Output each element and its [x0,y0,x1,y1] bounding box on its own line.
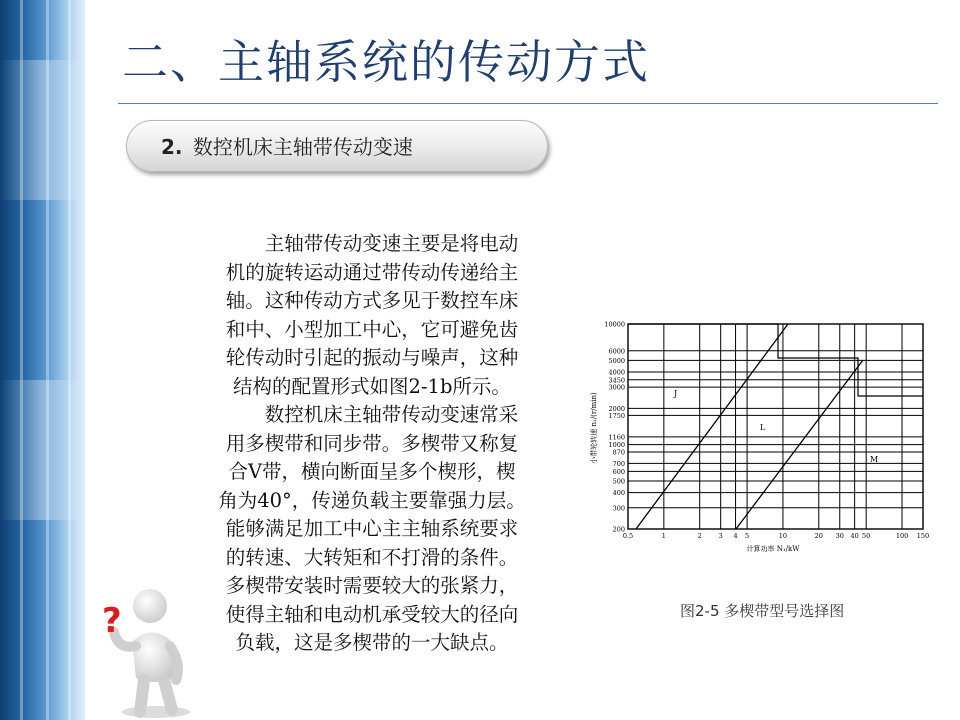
y-tick-label: 1750 [608,411,625,420]
y-tick-label: 6000 [608,347,625,356]
sidebar-highlight [0,60,85,200]
sidebar-stripe [20,0,23,720]
selection-lines [636,324,863,529]
y-axis-label: 小带轮转速 n₁/(r/min) [590,392,598,464]
body-text [176,230,568,658]
x-tick-label: 1 [661,532,666,540]
y-tick-label: 300 [612,504,625,513]
x-tick-label: 20 [814,532,823,540]
x-tick-label: 5 [745,532,750,540]
y-tick-label: 870 [612,448,625,457]
paragraph-line: 和中、小型加工中心，它可避免齿 [225,317,519,341]
x-tick-label: 2 [697,532,702,540]
figure-caption: 图2-5 多楔带型号选择图 [680,602,845,620]
sidebar-stripe [46,0,49,720]
y-tick-label: 700 [612,459,625,468]
x-axis-label: 计算功率 N₁/kW [746,545,800,553]
belt-selection-chart [588,318,932,558]
paragraph-line: 使得主轴和电动机承受较大的径向 [225,602,519,626]
paragraph-line: 数控机床主轴带传动变速常采 [225,403,519,426]
region-label-J: J [674,389,678,398]
y-tick-label: 1000 [608,441,625,450]
paragraph-line: 负载，这是多楔带的一大缺点。 [235,631,509,654]
paragraph-line: 主轴带传动变速主要是将电动 [225,232,519,255]
y-tick-label: 3450 [608,376,625,385]
y-tick-label: 2000 [608,404,625,413]
paragraph-line: 用多楔带和同步带。多楔带又称复 [225,431,519,455]
y-tick-label: 500 [612,477,625,486]
x-tick-label: 100 [895,532,909,540]
title-divider [118,103,938,104]
question-figure-illustration [96,580,216,720]
x-tick-label: 10 [778,532,788,540]
x-tick-label: 50 [862,532,871,540]
paragraph-line: 能够满足加工中心主主轴系统要求 [225,517,519,540]
paragraph-line: 多楔带安装时需要较大的张紧力， [225,574,519,597]
chart-frame [628,324,923,529]
y-tick-labels [604,321,625,534]
sidebar-decoration [0,0,85,720]
paragraph-line: 合V带，横向断面呈多个楔形，楔 [228,460,516,483]
x-tick-labels [623,532,929,540]
horizontal-grid [628,324,923,529]
paragraph-line: 轮传动时引起的振动与噪声，这种 [225,346,519,369]
paragraph-line: 机的旋转运动通过带传动传递给主 [225,260,519,284]
vertical-grid [628,324,923,529]
figure-head [133,589,167,623]
y-tick-label: 600 [612,467,625,476]
paragraph-line: 的转速、大转矩和不打滑的条件。 [225,545,519,569]
y-tick-label: 400 [612,489,625,498]
question-mark-icon: ? [102,601,122,641]
y-tick-label: 4000 [608,368,625,377]
y-tick-label: 1160 [608,433,625,442]
sidebar-stripe [68,0,71,720]
figure-leg [140,680,144,712]
y-tick-label: 10000 [604,320,625,329]
section-heading [126,120,548,172]
section-title: 数控机床主轴带传动变速 [192,135,413,159]
paragraph-line: 结构的配置形式如图2-1b所示。 [233,374,511,398]
x-tick-label: 30 [835,532,844,540]
sidebar-highlight [0,380,85,520]
figure-shadow [122,706,190,718]
y-tick-label: 5000 [608,356,625,365]
paragraph-line: 角为40°，传递负载主要靠强力层。 [218,488,526,512]
x-tick-label: 40 [850,532,859,540]
y-tick-label: 200 [612,525,625,534]
x-tick-label: 0.5 [622,532,634,540]
section-number: 2. [161,135,183,159]
x-tick-label: 3 [718,532,723,540]
slide-title: 二、主轴系统的传动方式 [122,35,650,89]
x-tick-label: 4 [733,532,738,540]
paragraph-line: 轴。这种传动方式多见于数控车床 [225,289,519,312]
figure-leg [164,680,172,710]
region-label-M: M [870,455,879,464]
figure-body [132,632,174,682]
y-tick-label: 3000 [608,383,625,392]
region-label-L: L [760,423,766,432]
x-tick-label: 150 [916,532,930,540]
paragraph [176,230,568,658]
